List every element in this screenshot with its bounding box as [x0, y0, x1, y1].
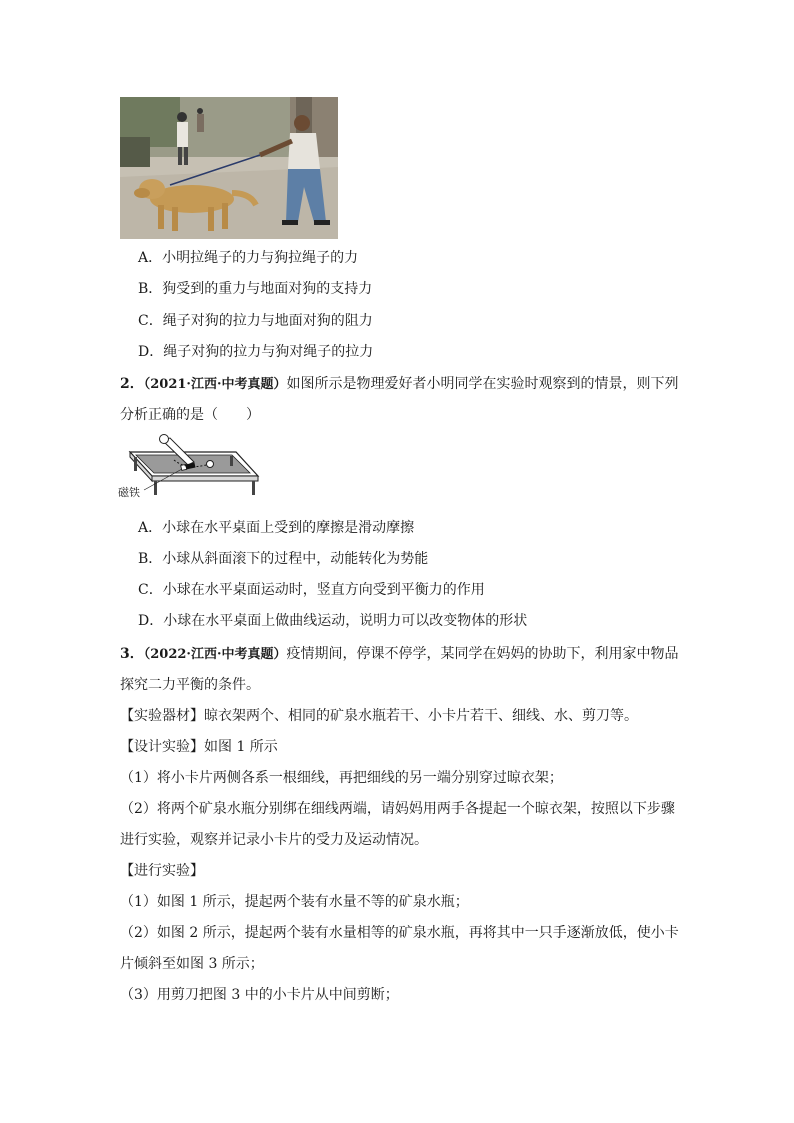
- q3-stem-text: 疫情期间，停课不停学，某同学在妈妈的协助下，利用家中物品: [286, 646, 679, 662]
- q1-option-d: D．绳子对狗的拉力与狗对绳子的拉力: [138, 344, 374, 360]
- q1-option-c: C．绳子对狗的拉力与地面对狗的阻力: [138, 313, 373, 329]
- q1-option-a: A．小明拉绳子的力与狗拉绳子的力: [138, 250, 359, 266]
- q3-stem-line2: 探究二力平衡的条件。: [120, 677, 260, 693]
- q3-design-title: 【设计实验】如图 1 所示: [120, 739, 278, 755]
- q3-conduct-step-2a: （2）如图 2 所示，提起两个装有水量相等的矿泉水瓶，再将其中一只手逐渐放低，使小卡: [120, 925, 679, 941]
- q2-option-b: B．小球从斜面滚下的过程中，动能转化为势能: [138, 551, 429, 567]
- q2-option-d: D．小球在水平桌面上做曲线运动，说明力可以改变物体的形状: [138, 613, 528, 629]
- q3-design-step-2b: 进行实验，观察并记录小卡片的受力及运动情况。: [120, 832, 428, 848]
- q2-source: （2021·江西·中考真题）: [143, 377, 287, 392]
- q3-design-step-2a: （2）将两个矿泉水瓶分别绑在细线两端，请妈妈用两手各提起一个晾衣架，按照以下步骤: [120, 801, 675, 817]
- q3-stem-line1: [120, 644, 678, 665]
- q3-design-step-1: （1）将小卡片两侧各系一根细线，再把细线的另一端分别穿过晾衣架；: [120, 770, 563, 786]
- q3-source: （2022·江西·中考真题）: [143, 647, 287, 662]
- figure-label-magnet: 磁铁: [118, 486, 140, 499]
- q1-option-b: B．狗受到的重力与地面对狗的支持力: [138, 281, 373, 297]
- q3-conduct-step-2b: 片倾斜至如图 3 所示；: [120, 956, 264, 972]
- photo-man-walking-dog: [120, 97, 338, 239]
- q3-conduct-title: 【进行实验】: [120, 863, 204, 879]
- q3-conduct-step-3: （3）用剪刀把图 3 中的小卡片从中间剪断；: [120, 987, 399, 1003]
- q3-number: 3．: [120, 646, 144, 662]
- q2-stem-text: 如图所示是物理爱好者小明同学在实验时观察到的情景，则下列: [286, 376, 679, 392]
- q3-conduct-step-1: （1）如图 1 所示，提起两个装有水量不等的矿泉水瓶；: [120, 894, 469, 910]
- q2-stem-line1: [120, 374, 678, 395]
- q2-number: 2．: [120, 376, 144, 392]
- q2-option-c: C．小球在水平桌面运动时，竖直方向受到平衡力的作用: [138, 582, 485, 598]
- figure-ramp-table-magnet: [118, 432, 268, 502]
- q2-option-a: A．小球在水平桌面上受到的摩擦是滑动摩擦: [138, 520, 415, 536]
- q3-materials: 【实验器材】晾衣架两个、相同的矿泉水瓶若干、小卡片若干、细线、水、剪刀等。: [120, 708, 638, 724]
- q2-stem-line2: 分析正确的是（ ）: [120, 407, 260, 423]
